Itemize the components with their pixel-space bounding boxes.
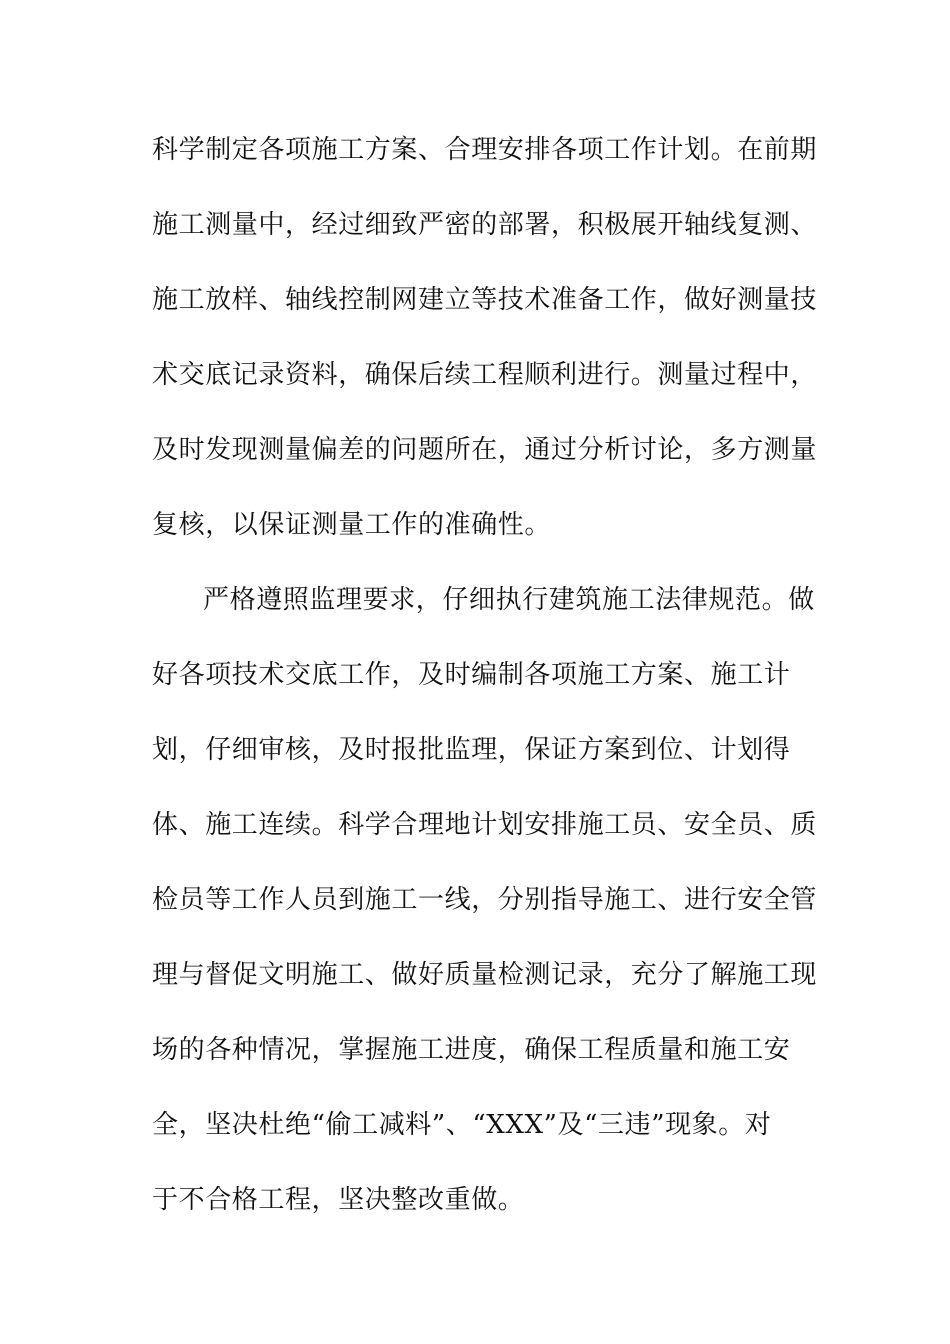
text-line: 严格遵照监理要求，仔细执行建筑施工法律规范。做 bbox=[203, 585, 815, 615]
text-line: 科学制定各项施工方案、合理安排各项工作计划。在前期 bbox=[152, 135, 818, 165]
text-line: 术交底记录资料，确保后续工程顺利进行。测量过程中， bbox=[152, 360, 818, 390]
text-line: 场的各种情况，掌握施工进度，确保工程质量和施工安 bbox=[152, 1035, 791, 1065]
text-line: 体、施工连续。科学合理地计划安排施工员、安全员、质 bbox=[152, 810, 818, 840]
text-line: 于不合格工程，坚决整改重做。 bbox=[152, 1185, 525, 1215]
text-line: 全，坚决杜绝“偷工减料”、“XXX”及“三违”现象。对 bbox=[152, 1110, 772, 1140]
text-line: 施工放样、轴线控制网建立等技术准备工作，做好测量技 bbox=[152, 285, 818, 315]
text-line: 理与督促文明施工、做好质量检测记录，充分了解施工现 bbox=[152, 960, 818, 990]
text-line: 施工测量中，经过细致严密的部署，积极展开轴线复测、 bbox=[152, 210, 818, 240]
text-line: 复核，以保证测量工作的准确性。 bbox=[152, 510, 552, 540]
text-line: 好各项技术交底工作，及时编制各项施工方案、施工计 bbox=[152, 660, 791, 690]
text-line: 检员等工作人员到施工一线，分别指导施工、进行安全管 bbox=[152, 885, 818, 915]
text-line: 及时发现测量偏差的问题所在，通过分析讨论，多方测量 bbox=[152, 435, 818, 465]
text-line: 划，仔细审核，及时报批监理，保证方案到位、计划得 bbox=[152, 735, 791, 765]
